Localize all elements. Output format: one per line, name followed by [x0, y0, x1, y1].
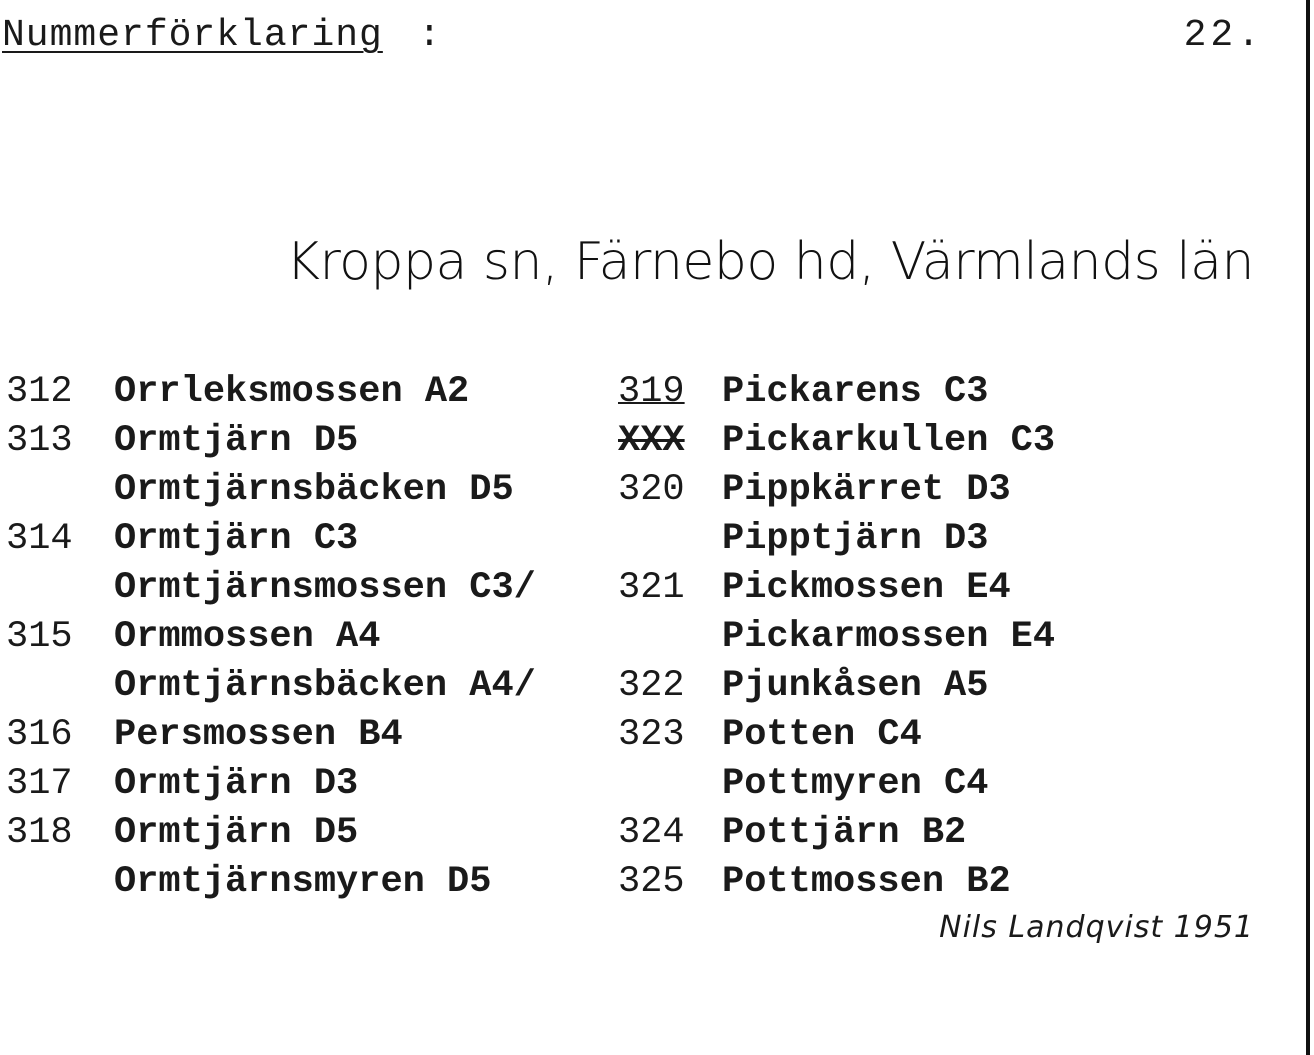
list-item: [6, 662, 626, 711]
entry-number: 324: [618, 812, 685, 854]
heading: Nummerförklaring: [2, 14, 383, 57]
entry-number: 312: [6, 371, 73, 413]
list-item: [618, 613, 1218, 662]
entry-number: 318: [6, 812, 73, 854]
list-item: [6, 515, 626, 564]
entry-number: 320: [618, 469, 685, 511]
entry-number: 315: [6, 616, 73, 658]
entry-name: Pipptjärn D3: [722, 518, 989, 560]
list-item: [6, 564, 626, 613]
entry-name: Pjunkåsen A5: [722, 665, 989, 707]
entry-name: Pickarens C3: [722, 371, 989, 413]
list-item: [618, 368, 1218, 417]
page-number: 22.: [1183, 14, 1264, 57]
right-column: [618, 368, 1218, 907]
list-item: [618, 711, 1218, 760]
entry-name: Pickarmossen E4: [722, 616, 1056, 658]
entry-name: Pippkärret D3: [722, 469, 1011, 511]
entry-number: 322: [618, 665, 685, 707]
page-edge-line: [1306, 0, 1310, 1055]
list-item: [6, 613, 626, 662]
left-column: [6, 368, 626, 907]
list-item: [618, 466, 1218, 515]
entry-number: 314: [6, 518, 73, 560]
entry-number: 317: [6, 763, 73, 805]
list-item: [618, 564, 1218, 613]
list-item: [6, 466, 626, 515]
entry-number: 319: [618, 371, 685, 413]
entry-name: Pottjärn B2: [722, 812, 967, 854]
entry-name: Ormtjärnsmossen C3/: [114, 567, 536, 609]
struck-entry-number: XXX: [618, 420, 685, 462]
entry-number: 321: [618, 567, 685, 609]
list-item: [6, 417, 626, 466]
page-title: Kroppa sn, Färnebo hd, Värmlands län: [285, 232, 1254, 292]
entry-name: Pickmossen E4: [722, 567, 1011, 609]
list-item: [6, 368, 626, 417]
entry-number: 313: [6, 420, 73, 462]
entry-name: Ormtjärn D3: [114, 763, 359, 805]
list-item: [618, 515, 1218, 564]
list-item: [618, 858, 1218, 907]
entry-name: Ormtjärnsmyren D5: [114, 861, 492, 903]
entry-name: Pottmossen B2: [722, 861, 1011, 903]
signature: Nils Landqvist 1951: [939, 910, 1254, 945]
entry-number: 323: [618, 714, 685, 756]
list-item: [618, 809, 1218, 858]
entry-number: 316: [6, 714, 73, 756]
heading-colon: :: [418, 14, 441, 57]
list-item: [618, 417, 1218, 466]
list-item: [6, 809, 626, 858]
list-item: [618, 662, 1218, 711]
entry-name: Pottmyren C4: [722, 763, 989, 805]
entry-name: Ormtjärn D5: [114, 812, 359, 854]
entry-name: Persmossen B4: [114, 714, 403, 756]
list-item: [6, 711, 626, 760]
entry-name: Orrleksmossen A2: [114, 371, 470, 413]
entry-name: Pickarkullen C3: [722, 420, 1056, 462]
entry-name: Ormtjärn D5: [114, 420, 359, 462]
entry-name: Ormmossen A4: [114, 616, 381, 658]
entry-name: Ormtjärnsbäcken A4/: [114, 665, 536, 707]
list-item: [618, 760, 1218, 809]
entry-name: Ormtjärnsbäcken D5: [114, 469, 514, 511]
entry-number: 325: [618, 861, 685, 903]
entry-name: Ormtjärn C3: [114, 518, 359, 560]
entry-name: Potten C4: [722, 714, 922, 756]
list-item: [6, 760, 626, 809]
list-item: [6, 858, 626, 907]
